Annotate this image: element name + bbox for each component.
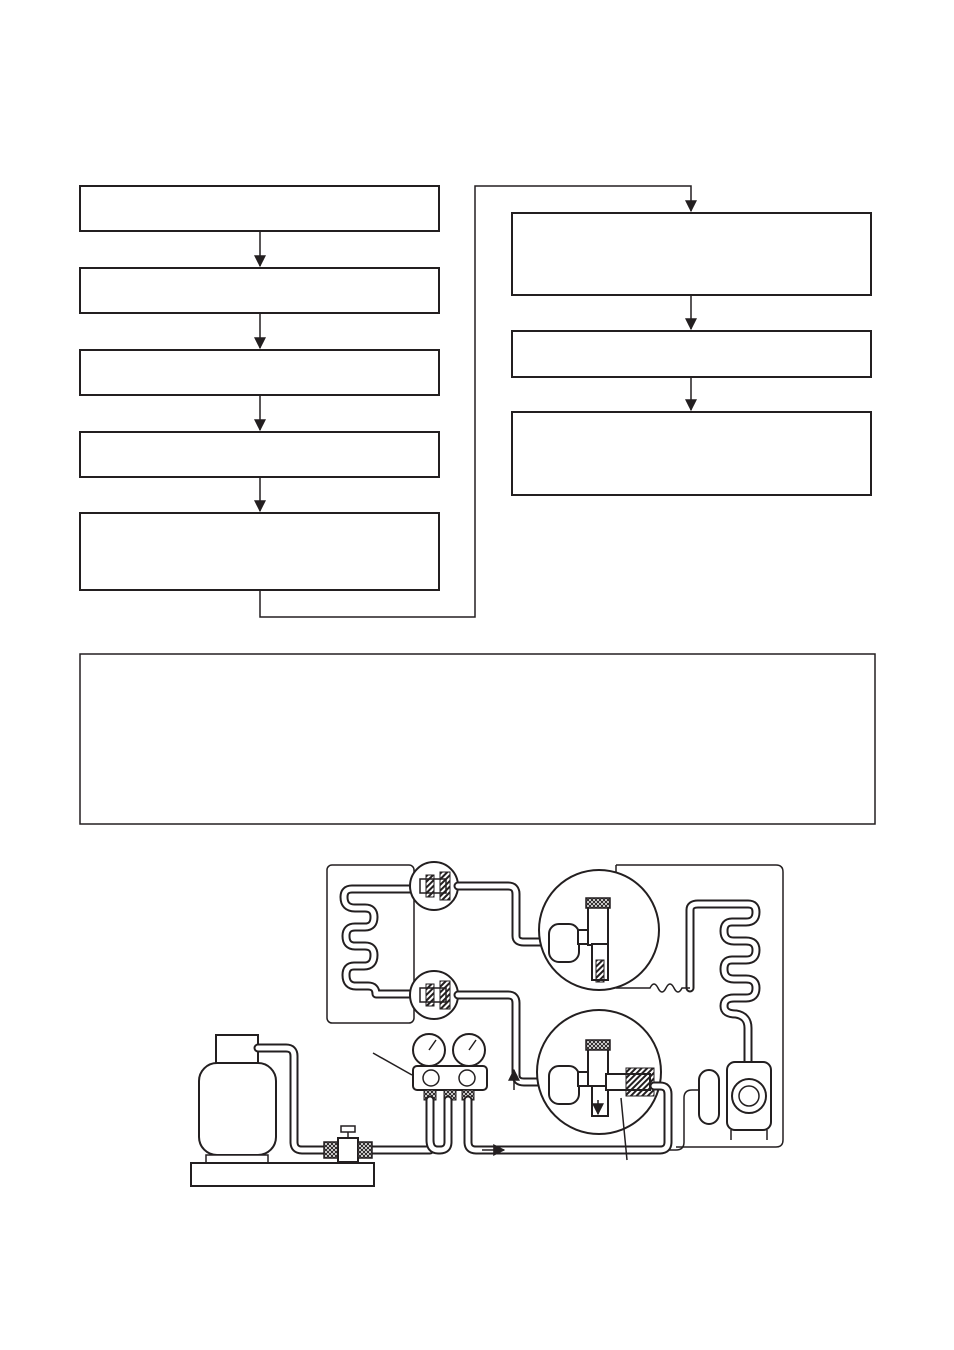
leader-line-manifold xyxy=(373,1053,412,1075)
charging-diagram xyxy=(191,862,783,1186)
flare-nut-upper xyxy=(410,862,458,910)
flow-box-4 xyxy=(80,432,439,477)
indoor-coil xyxy=(344,889,414,994)
gas-service-valve-detail xyxy=(537,1010,661,1134)
charge-hose xyxy=(258,1048,430,1150)
charging-valve xyxy=(324,1126,372,1162)
manifold-gauge xyxy=(413,1034,487,1100)
note-box xyxy=(80,654,875,824)
flow-box-7 xyxy=(512,331,871,377)
liquid-service-valve-detail xyxy=(539,870,659,990)
flare-nut-lower xyxy=(410,971,458,1019)
flowchart-right-column xyxy=(512,213,871,495)
flow-box-6 xyxy=(512,213,871,295)
flow-box-1 xyxy=(80,186,439,231)
liquid-pipe xyxy=(458,886,550,942)
compressor xyxy=(699,1062,771,1140)
flow-box-2 xyxy=(80,268,439,313)
weighing-scale xyxy=(191,1163,374,1186)
flow-box-3 xyxy=(80,350,439,395)
flow-box-5 xyxy=(80,513,439,590)
flow-box-8 xyxy=(512,412,871,495)
capillary-coil xyxy=(616,984,690,992)
refrigerant-cylinder xyxy=(199,1035,276,1163)
flowchart-left-column xyxy=(80,186,439,590)
